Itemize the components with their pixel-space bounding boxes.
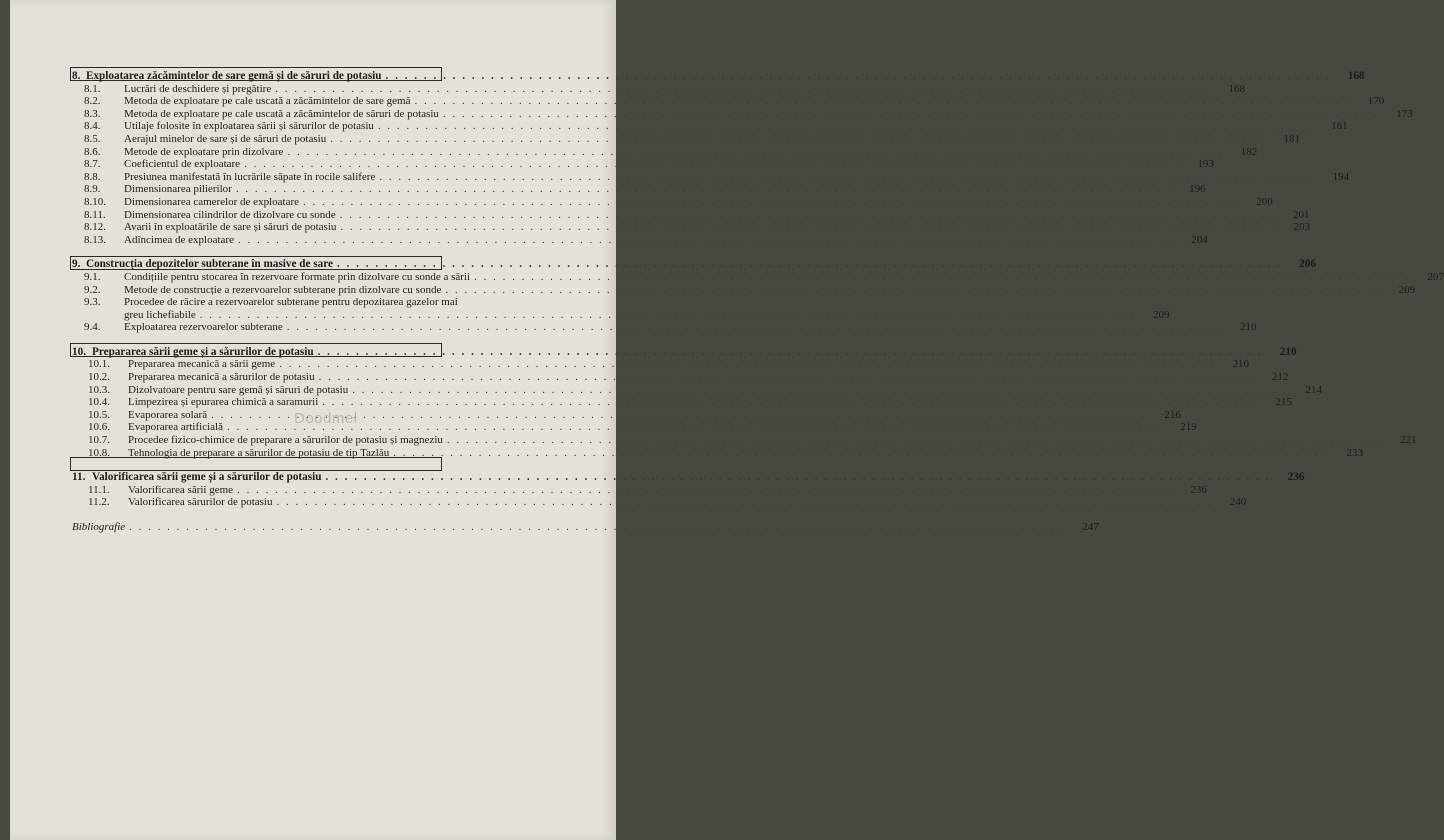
- chapter-title: Prepararea sării geme și a sărurilor de potasiu: [92, 345, 314, 358]
- leader-dots: [275, 83, 1211, 96]
- section-title: Valorificarea sării geme: [128, 483, 234, 496]
- toc-entry: [72, 270, 1444, 284]
- leader-dots: [447, 434, 1383, 447]
- section-number: 8.8.: [84, 170, 101, 183]
- section-number: 8.10.: [84, 195, 106, 208]
- section-number: 11.1.: [88, 483, 110, 496]
- section-number: 8.1.: [84, 82, 101, 95]
- section-number: 8.3.: [84, 107, 101, 120]
- page-number: 212: [1271, 371, 1289, 384]
- section-number: 9.2.: [84, 283, 101, 296]
- section-title: Tehnologia de preparare a sărurilor de potasiu de tip Tazlău: [128, 446, 390, 459]
- section-title: Evaporarea solară: [128, 408, 208, 421]
- page-number: 233: [1346, 446, 1363, 459]
- section-number: 8.12.: [84, 221, 106, 234]
- page-number: 236: [1190, 483, 1207, 496]
- section-number: 8.2.: [84, 95, 101, 108]
- toc-entry: [72, 132, 1300, 146]
- section-number: 8.6.: [84, 145, 101, 158]
- toc-entry: [72, 158, 1214, 171]
- section-number: 10.7.: [88, 434, 110, 447]
- section-number: 8.7.: [84, 158, 101, 171]
- section-number: 8.5.: [84, 132, 101, 145]
- section-title: Exploatarea rezervoarelor subterane: [124, 321, 283, 334]
- section-number: 8.9.: [84, 183, 101, 196]
- toc-entry: [72, 95, 1385, 108]
- section-title: Limpezirea și epurarea chimică a saramurii: [128, 396, 319, 409]
- section-title: Evaporarea artificială: [128, 421, 223, 434]
- leader-dots: [303, 196, 1239, 209]
- page-number: 207: [1427, 270, 1444, 283]
- section-title: Metoda de exploatare pe cale uscată a zăcămintelor de sare gemă: [124, 95, 411, 108]
- leader-dots: [237, 484, 1173, 497]
- page-number: 209: [1398, 283, 1416, 296]
- section-title: Avarii în exploatările de sare și săruri de potasiu: [124, 221, 337, 234]
- chapter-title: Valorificarea sării geme și a sărurilor de potasiu: [92, 471, 322, 484]
- page-number: 204: [1191, 233, 1208, 246]
- page-number: 182: [1240, 145, 1258, 158]
- section-title: Dimensionarea pilierilor: [124, 183, 232, 196]
- page-number: 247: [1082, 521, 1099, 533]
- toc-entry: [72, 221, 1311, 234]
- leader-dots: [236, 183, 1172, 196]
- page-number: 168: [1228, 82, 1245, 95]
- page-number: 173: [1396, 107, 1413, 120]
- section-number: 10.8.: [88, 446, 110, 459]
- chapter-8-box: [70, 67, 442, 81]
- leader-dots: [393, 447, 1329, 460]
- section-title: Utilaje folosite în exploatarea sării și sărurilor de potasiu: [124, 120, 374, 133]
- page-number: 200: [1256, 195, 1273, 208]
- toc-entry: [72, 145, 1258, 159]
- section-title: Metode de exploatare prin dizolvare: [124, 145, 284, 158]
- toc-entry: [72, 233, 1208, 247]
- section-title: Presiunea manifestată în lucrările săpate în rocile salifere: [124, 170, 376, 183]
- leader-dots: [287, 321, 1223, 334]
- page-number: 181: [1331, 120, 1348, 133]
- page-number: 236: [1287, 471, 1305, 484]
- leader-dots: [474, 271, 1410, 284]
- toc-entry: [72, 321, 1257, 334]
- leader-dots: [379, 171, 1315, 184]
- toc-entry: [72, 195, 1273, 209]
- leader-dots: [287, 146, 1223, 159]
- toc-entry: [72, 434, 1417, 447]
- toc-entry: [72, 170, 1350, 184]
- leader-dots: [318, 346, 1263, 359]
- toc-entry: [72, 208, 1310, 222]
- page-number: 210: [1232, 358, 1249, 371]
- section-number: 10.6.: [88, 421, 110, 434]
- chapter-9-box: [70, 256, 442, 270]
- chapter-number: 9.: [72, 258, 81, 271]
- page-number: 240: [1229, 496, 1247, 509]
- toc-entry: [72, 396, 1293, 409]
- toc-entry: [72, 371, 1289, 384]
- section-title: Procedee fizico-chimice de preparare a sărurilor de potasiu și magneziu: [128, 434, 443, 447]
- chapter-title: Construcția depozitelor subterane în masive de sare: [86, 258, 333, 271]
- page-number: 203: [1293, 221, 1311, 234]
- bibliography-title: Bibliografie: [72, 521, 126, 533]
- leader-dots: [352, 384, 1288, 397]
- leader-dots: [244, 158, 1180, 171]
- leader-dots: [322, 396, 1258, 409]
- toc-entry: [72, 383, 1322, 397]
- section-title: Dimensionarea cilindrilor de dizolvare cu sonde: [124, 208, 336, 221]
- section-title: Metode de construcție a rezervoarelor subterane prin dizolvare cu sonde: [124, 283, 442, 296]
- section-number: 9.1.: [84, 270, 101, 283]
- toc-entry: [72, 120, 1348, 133]
- leader-dots: [337, 258, 1282, 271]
- section-number: 10.4.: [88, 396, 110, 409]
- page-number: 216: [1164, 408, 1181, 421]
- bibliography-entry: [72, 521, 1099, 534]
- section-number: 10.2.: [88, 371, 110, 384]
- leader-dots: [340, 221, 1276, 234]
- page-number: 219: [1180, 421, 1197, 434]
- section-title: Lucrări de deschidere și pregătire: [124, 82, 272, 95]
- page-number: 214: [1305, 383, 1322, 396]
- section-title: Condițiile pentru stocarea în rezervoare formate prin dizolvare cu sonde a sării: [124, 270, 471, 283]
- page-number: 209: [1153, 308, 1170, 321]
- book-page: [10, 0, 1444, 840]
- leader-dots: [330, 133, 1266, 146]
- page-number: 170: [1367, 95, 1385, 108]
- section-title-continued: greu lichefiabile: [124, 308, 196, 321]
- leader-dots: [378, 120, 1314, 133]
- page-number: 206: [1299, 258, 1316, 271]
- section-number: 11.2.: [88, 496, 110, 509]
- leader-dots: [279, 358, 1215, 371]
- section-number: 8.13.: [84, 233, 106, 246]
- toc-entry: [72, 283, 1416, 297]
- section-title: Aerajul minelor de sare și de săruri de potasiu: [124, 132, 327, 145]
- section-title: Procedee de răcire a rezervoarelor subterane pentru depozitarea gazelor mai: [124, 296, 458, 309]
- leader-dots: [443, 108, 1379, 121]
- leader-dots: [325, 471, 1270, 484]
- section-number: 10.3.: [88, 383, 110, 396]
- section-number: 9.4.: [84, 321, 101, 334]
- watermark-text: Doodmel: [294, 410, 358, 427]
- table-of-contents: [72, 70, 1444, 534]
- chapter-10-box: [70, 343, 442, 357]
- page-number: 168: [1347, 70, 1365, 82]
- leader-dots: [238, 234, 1174, 247]
- chapter-number: 11.: [72, 471, 86, 484]
- section-title: Prepararea mecanică a sării geme: [128, 358, 276, 371]
- section-title: Dimensionarea camerelor de exploatare: [124, 195, 299, 208]
- leader-dots: [200, 309, 1136, 322]
- toc-entry: [72, 496, 1247, 509]
- leader-dots: [414, 95, 1350, 108]
- page-number: 221: [1400, 434, 1417, 447]
- section-title: Prepararea mecanică a sărurilor de potasiu: [128, 371, 315, 384]
- page-number: 194: [1332, 170, 1350, 183]
- leader-dots: [227, 421, 1163, 434]
- leader-dots: [386, 70, 1331, 83]
- toc-entry: [72, 483, 1207, 497]
- section-title: Adîncimea de exploatare: [124, 233, 234, 246]
- page-number: 193: [1197, 158, 1214, 171]
- toc-entry: [72, 183, 1206, 196]
- page-number: 215: [1275, 396, 1293, 409]
- section-title: Dizolvatoare pentru sare gemă și săruri de potasiu: [128, 383, 349, 396]
- chapter-number: 10.: [72, 345, 86, 358]
- section-number: 8.4.: [84, 120, 101, 133]
- toc-entry-continued: [72, 308, 1170, 322]
- section-title: Coeficientul de exploatare: [124, 158, 241, 171]
- page-number: 201: [1292, 208, 1310, 221]
- chapter-title: Exploatarea zăcămintelor de sare gemă și de săruri de potasiu: [86, 70, 382, 82]
- section-number: 9.3.: [84, 296, 101, 309]
- section-title: Metoda de exploatare pe cale uscată a zăcămintelor de săruri de potasiu: [124, 107, 439, 120]
- page-number: 181: [1283, 132, 1300, 145]
- section-number: 8.11.: [84, 208, 106, 221]
- leader-dots: [319, 371, 1255, 384]
- toc-entry: [72, 296, 612, 309]
- section-number: 10.1.: [88, 358, 110, 371]
- chapter-number: 8.: [72, 70, 81, 82]
- chapter-11-box: [70, 457, 442, 471]
- section-number: 10.5.: [88, 408, 110, 421]
- leader-dots: [340, 209, 1276, 222]
- toc-entry: [72, 358, 1249, 371]
- leader-dots: [129, 521, 1065, 534]
- page-number: 210: [1279, 345, 1297, 358]
- page-number: 210: [1240, 321, 1257, 334]
- toc-entry: [72, 82, 1245, 96]
- section-title: Valorificarea sărurilor de potasiu: [128, 496, 273, 509]
- leader-dots: [276, 496, 1212, 509]
- chapter-11: [72, 471, 1305, 484]
- leader-dots: [445, 284, 1381, 297]
- toc-entry: [72, 107, 1413, 121]
- page-number: 196: [1189, 183, 1206, 196]
